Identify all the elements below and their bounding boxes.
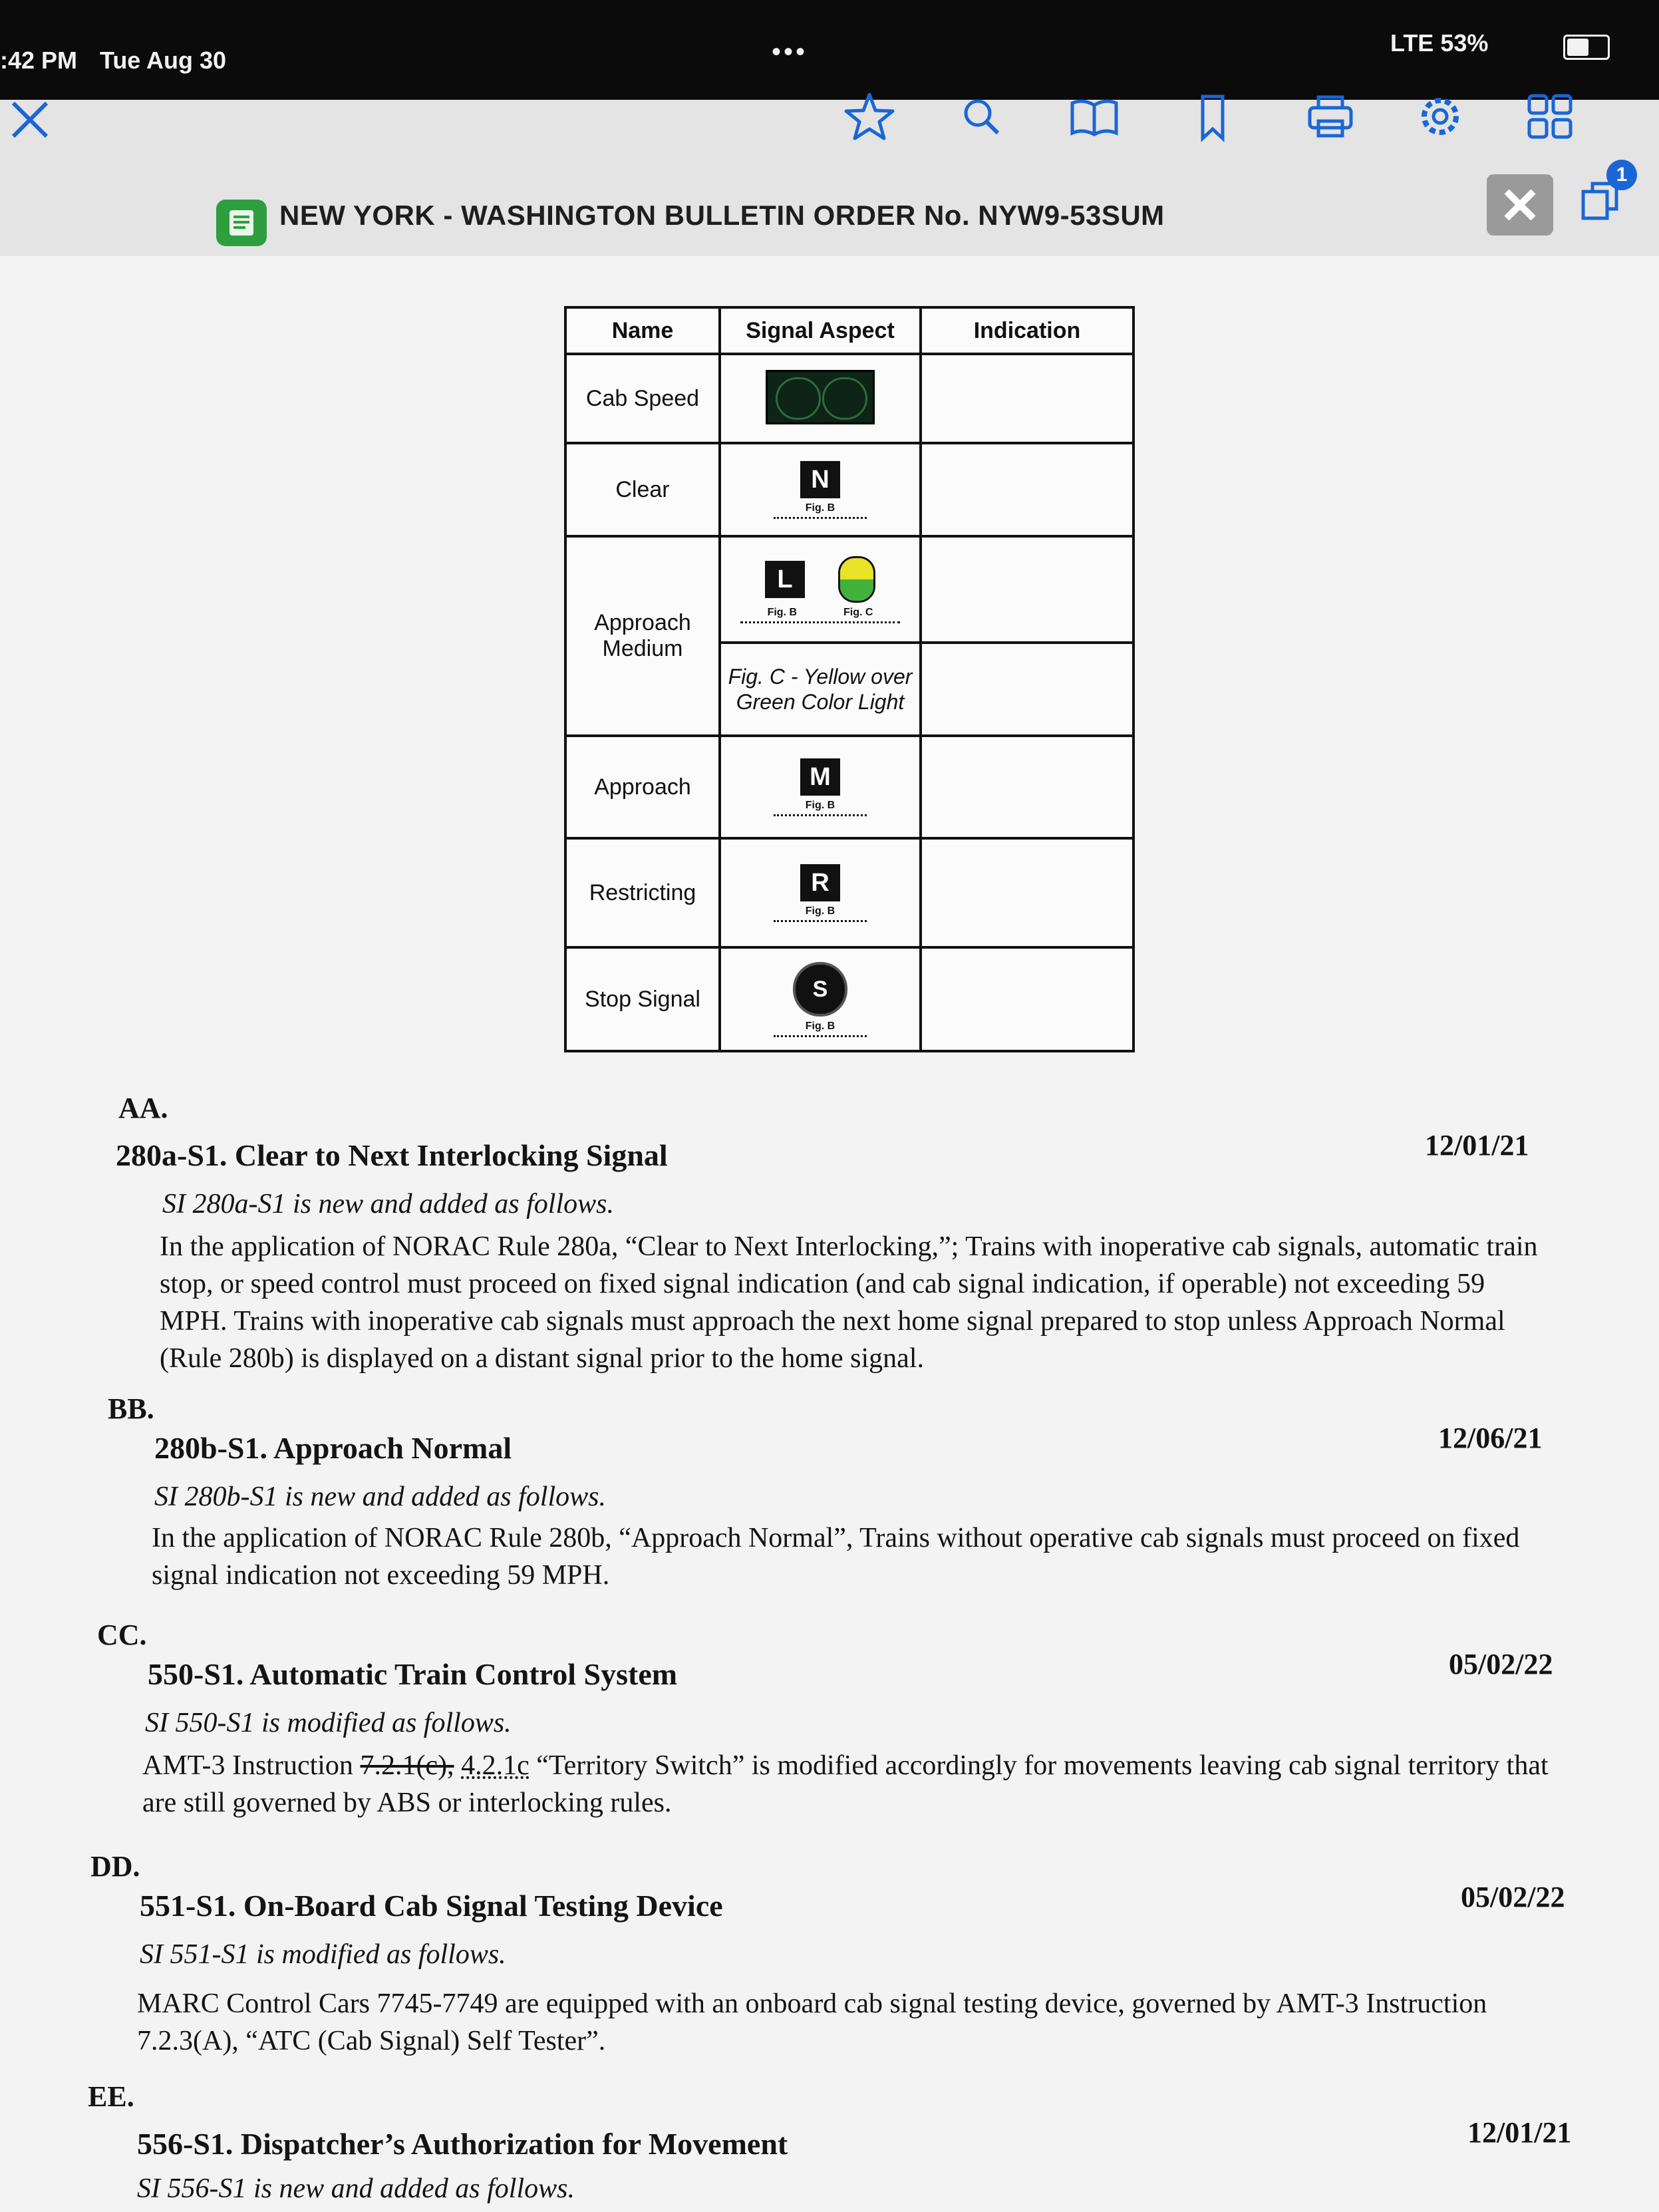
book-icon <box>216 200 267 246</box>
section-letter: DD. <box>90 1850 140 1883</box>
section-date: 05/02/22 <box>1461 1881 1565 1913</box>
table-row <box>565 838 1133 947</box>
figure-label: Fig. B <box>805 1020 835 1032</box>
network-status: LTE 53% <box>1390 29 1489 57</box>
aspect-letter-r: R <box>800 864 840 901</box>
row-name: Approach <box>565 736 720 838</box>
bookmark-icon[interactable] <box>1183 86 1243 146</box>
grid-icon[interactable] <box>1520 86 1580 146</box>
section-body-suffix: “Territory Switch” is modified accordingly for movements leaving cab signal territory that are still governed by ABS or interlocking rules. <box>142 1750 1549 1818</box>
section-date: 12/01/21 <box>1467 2116 1572 2149</box>
section-heading: 550-S1. Automatic Train Control System <box>148 1657 678 1691</box>
figure-label: Fig. B <box>805 905 835 917</box>
figure-label: Fig. B <box>805 799 835 811</box>
aspect-cell <box>720 736 921 838</box>
section-heading: 280b-S1. Approach Normal <box>154 1431 512 1465</box>
aspect-cell <box>720 947 921 1051</box>
close-icon[interactable] <box>0 86 60 146</box>
section-note: SI 280b-S1 is new and added as follows. <box>154 1482 606 1512</box>
yellow-over-green-light-icon <box>838 556 875 603</box>
cab-signal-display-icon <box>720 354 921 443</box>
column-header-indication: Indication <box>921 307 1133 354</box>
section-heading: 280a-S1. Clear to Next Interlocking Signal <box>116 1138 668 1172</box>
section-note: SI 280a-S1 is new and added as follows. <box>162 1189 614 1219</box>
section-body <box>142 1747 1566 1821</box>
section-date: 12/01/21 <box>1425 1129 1529 1162</box>
indication-cell <box>921 536 1133 643</box>
print-icon[interactable] <box>1300 86 1360 146</box>
row-name: Approach Medium <box>565 536 720 736</box>
table-row <box>565 736 1133 838</box>
row-name: Clear <box>565 443 720 536</box>
section-letter: BB. <box>108 1392 154 1425</box>
aspect-cell <box>720 536 921 643</box>
search-icon[interactable] <box>951 86 1011 146</box>
section-letter: AA. <box>118 1092 168 1124</box>
close-document-button[interactable] <box>1487 174 1553 236</box>
section-body-prefix: AMT-3 Instruction <box>142 1750 361 1781</box>
row-name: Stop Signal <box>565 947 720 1051</box>
indication-cell <box>921 443 1133 536</box>
indication-cell <box>921 947 1133 1051</box>
column-header-name: Name <box>565 307 720 354</box>
section-letter: CC. <box>97 1619 147 1651</box>
battery-icon <box>1563 35 1610 60</box>
figure-c-note-text: Fig. C - Yellow over Green Color Light <box>728 665 913 714</box>
status-time: :42 PM <box>0 47 78 74</box>
table-row <box>565 536 1133 643</box>
row-name: Cab Speed <box>565 354 720 443</box>
document-title: NEW YORK - WASHINGTON BULLETIN ORDER No. NYW9-53SUM <box>279 200 1165 231</box>
section-heading: 556-S1. Dispatcher’s Authorization for Movement <box>137 2127 788 2161</box>
section-note: SI 556-S1 is new and added as follows. <box>137 2173 575 2204</box>
status-bar <box>0 0 1659 100</box>
section-body: In the application of NORAC Rule 280a, “Clear to Next Interlocking,”; Trains with inoperative cab signals, automatic train stop, or speed control must proceed on fixed signal indication (and cab signal indication, if operable) not exceeding 59 MPH. Trains with inoperative cab signals must approach the next home signal prepared to stop unless Approach Normal (Rule 280b) is displayed on a distant signal prior to the home signal. <box>160 1231 1538 1374</box>
struck-text: 7.2.1(c), <box>360 1750 454 1781</box>
section-note: SI 551-S1 is modified as follows. <box>140 1939 506 1970</box>
indication-cell <box>921 354 1133 443</box>
status-date: Tue Aug 30 <box>100 47 227 74</box>
star-icon[interactable] <box>839 86 899 146</box>
indication-cell <box>921 838 1133 947</box>
table-row <box>565 443 1133 536</box>
aspect-letter-n: N <box>800 461 840 498</box>
section-date: 05/02/22 <box>1449 1648 1553 1680</box>
section-letter: EE. <box>88 2080 134 2113</box>
figure-c-note <box>720 643 921 736</box>
stop-signal-icon: S <box>793 962 847 1017</box>
indication-cell <box>921 736 1133 838</box>
figure-label: Fig. B <box>805 502 835 514</box>
aspect-cell <box>720 838 921 947</box>
row-name: Restricting <box>565 838 720 947</box>
section-heading: 551-S1. On-Board Cab Signal Testing Device <box>140 1889 723 1923</box>
aspect-letter-l: L <box>765 561 805 598</box>
signal-aspect-table <box>564 306 1135 1052</box>
inserted-text: 4.2.1c <box>461 1750 529 1781</box>
multitasking-dots-icon[interactable]: ••• <box>772 37 808 67</box>
gear-icon[interactable] <box>1410 86 1470 146</box>
book-open-icon[interactable] <box>1064 86 1124 146</box>
indication-cell <box>921 643 1133 736</box>
table-header-row <box>565 307 1133 354</box>
tab-count-badge: 1 <box>1606 160 1637 190</box>
aspect-letter-m: M <box>800 758 840 796</box>
section-body: MARC Control Cars 7745-7749 are equipped with an onboard cab signal testing device, governed by AMT-3 Instruction 7.2.3(A), “ATC (Cab Signal) Self Tester”. <box>137 1988 1487 2056</box>
section-body: In the application of NORAC Rule 280b, “Approach Normal”, Trains without operative cab signals must proceed on fixed signal indication not exceeding 59 MPH. <box>152 1523 1520 1591</box>
section-note: SI 550-S1 is modified as follows. <box>145 1708 512 1738</box>
figure-label: Fig. C <box>843 606 873 618</box>
aspect-cell <box>720 443 921 536</box>
table-row <box>565 354 1133 443</box>
table-row <box>565 947 1133 1051</box>
figure-label: Fig. B <box>767 606 797 618</box>
section-date: 12/06/21 <box>1438 1422 1543 1454</box>
column-header-signal-aspect: Signal Aspect <box>720 307 921 354</box>
